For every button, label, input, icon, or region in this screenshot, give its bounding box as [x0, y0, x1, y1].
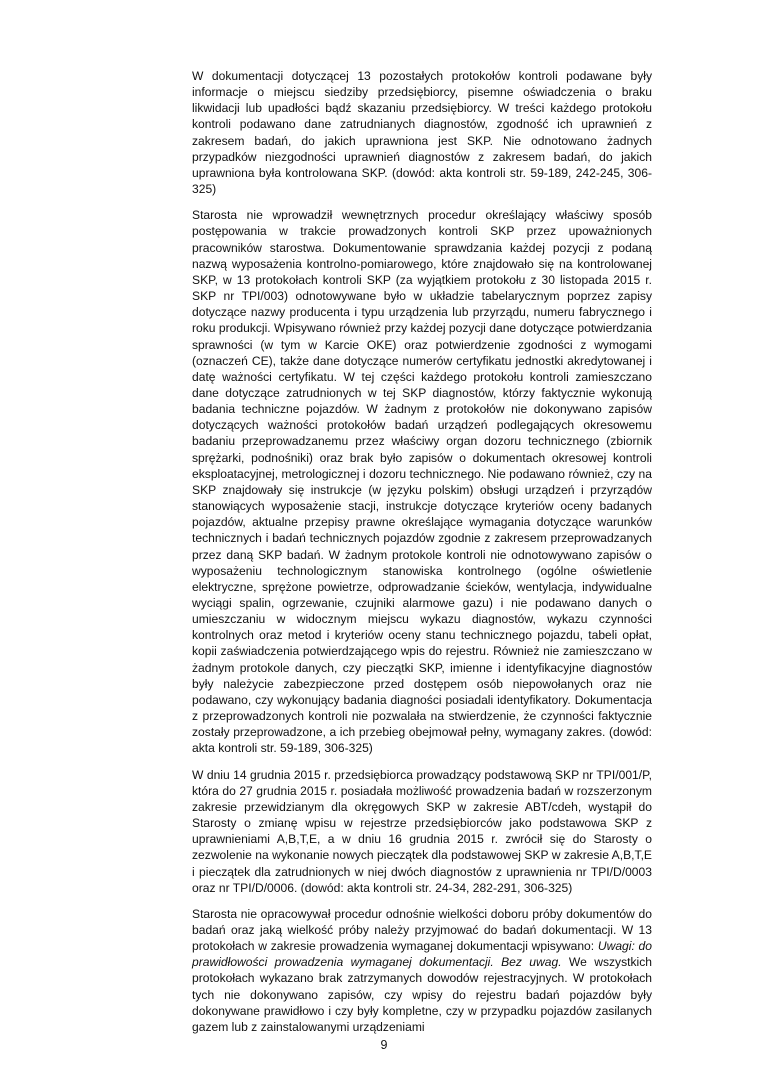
page-number: 9 [380, 1038, 388, 1052]
paragraph-1: W dokumentacji dotyczącej 13 pozostałych protokołów kontroli podawane były informacje o miejscu siedziby przedsiębiorcy, pisemne oświadczenia o braku likwidacji lub upadłości bądź skazaniu przedsiębiorcy. W treści każdego protokołu kontroli podawano dane zatrudnianych diagnostów, zgodność ich uprawnień z zakresem badań, do jakich uprawniona jest SKP. Nie odnotowano żadnych przypadków niezgodności uprawnień diagnostów z zakresem badań, do jakich uprawniona była kontrolowana SKP. (dowód: akta kontroli str. 59-189, 242-245, 306-325) [192, 69, 652, 197]
paragraph-4-text-start: Starosta nie opracowywał procedur odnośnie wielkości doboru próby dokumentów do badań oraz jaką wielkość próby należy przyjmować do badań dokumentacji. W 13 protokołach w zakresie prowadzenia wymaganej dokumentacji wpisywano: [192, 906, 652, 954]
paragraph-3: W dniu 14 grudnia 2015 r. przedsiębiorca prowadzący podstawową SKP nr TPI/001/P, która do 27 grudnia 2015 r. posiadała możliwość prowadzenia badań w rozszerzonym zakresie przewidzianym dla okręgowych SKP w zakresie ABT/cdeh, wystąpił do Starosty o zmianę wpisu w rejestrze przedsiębiorców jako podstawowa SKP z uprawnieniami A,B,T,E, a w dniu 16 grudnia 2015 r. zwrócił się do Starosty o zezwolenie na wykonanie nowych pieczątek dla podstawowej SKP w zakresie A,B,T,E i pieczątek dla zatrudnionych w niej dwóch diagnostów z uprawnienia nr TPI/D/0003 oraz nr TPI/D/0006. (dowód: akta kontroli str. 24-34, 282-291, 306-325) [192, 767, 652, 895]
paragraph-4-text-end: We wszystkich protokołach wykazano brak zatrzymanych dowodów rejestracyjnych. W protokołach tych nie dokonywano zapisów, czy wpisy do rejestru badań pojazdów były dokonywane prawidłowo i czy były kompletne, czy w przypadku pojazdów zasilanych gazem lub z zainstalowanymi urządzeniami [192, 955, 652, 1034]
paragraph-4 [192, 906, 652, 1035]
paragraph-4-italic-quote: Uwagi: do prawidłowości prowadzenia wymaganej dokumentacji. Bez uwag. [192, 939, 652, 970]
page-content [192, 68, 652, 1045]
paragraph-2: Starosta nie wprowadził wewnętrznych procedur określający właściwy sposób postępowania w trakcie prowadzonych kontroli SKP przez upoważnionych pracowników starostwa. Dokumentowanie sprawdzania każdej pozycji z podaną nazwą wyposażenia kontrolno-pomiarowego, które znajdowało się na kontrolowanej SKP, w 13 protokołach kontroli SKP (za wyjątkiem protokołu z 30 listopada 2015 r. SKP nr TPI/003) odnotowywane było w układzie tabelarycznym poprzez zapisy dotyczące nazwy producenta i typu urządzenia lub przyrządu, numeru fabrycznego i roku produkcji. Wpisywano również przy każdej pozycji dane dotyczące potwierdzania sprawności (w tym w Karcie OKE) oraz potwierdzenie zgodności z wymogami (oznaczeń CE), także dane dotyczące numerów certyfikatu jednostki akredytowanej i datę ważności certyfikatu. W tej części każdego protokołu kontroli zamieszczano dane dotyczące zatrudnionych w tej SKP diagnostów, którzy faktycznie wykonują badania techniczne pojazdów. W żadnym z protokołów nie dokonywano zapisów dotyczących ważności protokołów badań urządzeń podlegających okresowemu badaniu przeprowadzanemu przez właściwy organ dozoru technicznego (zbiornik sprężarki, podnośniki) oraz brak było zapisów o dokumentach okresowej kontroli eksploatacyjnej, metrologicznej i dozoru technicznego. Nie podawano również, czy na SKP znajdowały się instrukcje (w języku polskim) obsługi urządzeń i przyrządów stanowiących wyposażenie stacji, instrukcje dotyczące kryteriów oceny badanych pojazdów, aktualne przepisy prawne określające wymagania dotyczące warunków technicznych i badań technicznych pojazdów zgodnie z zakresem przeprowadzanych przez daną SKP badań. W żadnym protokole kontroli nie odnotowywano zapisów o wyposażeniu technologicznym stanowiska kontrolnego (ogólne oświetlenie elektryczne, sprężone powietrze, odprowadzanie ścieków, wentylacja, indywidualne wyciągi spalin, ogrzewanie, czujniki alarmowe gazu) i nie podawano danych o umieszczaniu w widocznym miejscu wykazu diagnostów, wykazu czynności kontrolnych oraz metod i kryteriów oceny stanu technicznego pojazdu, tabeli opłat, kopii zaświadczenia potwierdzającego wpis do rejestru. Również nie zamieszczano w żadnym protokole danych, czy pieczątki SKP, imienne i identyfikacyjne diagnostów były należycie zabezpieczone przed dostępem osób niepowołanych oraz nie podawano, czy wykonujący badania diagności posiadali identyfikatory. Dokumentacja z przeprowadzonych kontroli nie pozwalała na stwierdzenie, że czynności faktycznie zostały przeprowadzone, a ich przebieg obejmował pełny, wymagany zakres. (dowód: akta kontroli str. 59-189, 306-325) [192, 208, 652, 756]
